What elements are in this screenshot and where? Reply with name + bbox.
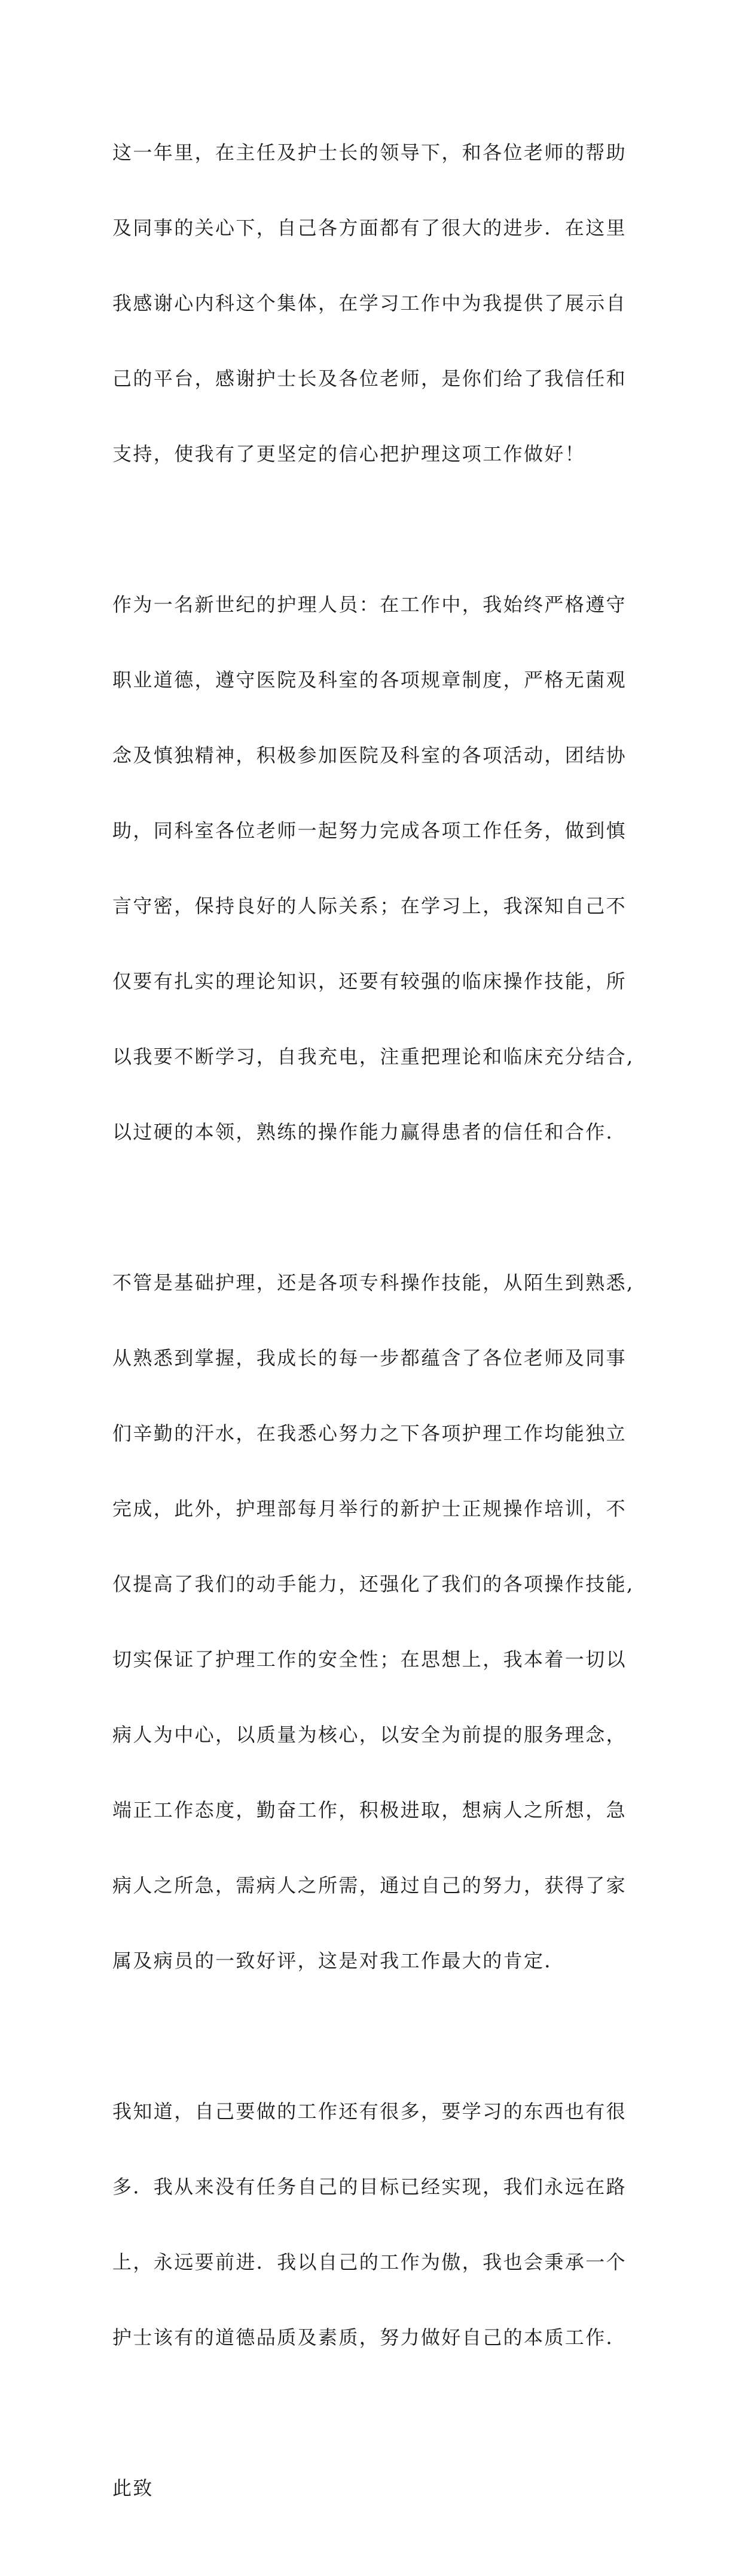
text-line: 以我要不断学习，自我充电，注重把理论和临床充分结合, <box>112 1045 634 1068</box>
text-line: 们辛勤的汗水，在我悉心努力之下各项护理工作均能独立 <box>112 1422 627 1445</box>
text-line: 多．我从来没有任务自己的目标已经实现，我们永远在路 <box>112 2175 627 2198</box>
text-line: 护士该有的道德品质及素质，努力做好自己的本质工作． <box>112 2326 627 2349</box>
paragraph-4 <box>112 2049 639 2400</box>
closing-salutation <box>112 2425 639 2551</box>
text-line: 我知道，自己要做的工作还有很多，要学习的东西也有很 <box>112 2100 627 2123</box>
text-line: 助，同科室各位老师一起努力完成各项工作任务，做到慎 <box>112 819 627 842</box>
paragraph-1 <box>112 90 639 517</box>
paragraph-3 <box>112 1220 639 2023</box>
text-line: 作为一名新世纪的护理人员：在工作中，我始终严格遵守 <box>112 593 627 616</box>
text-line: 从熟悉到掌握，我成长的每一步都蕴含了各位老师及同事 <box>112 1347 627 1369</box>
text-line: 端正工作态度，勤奋工作，积极进取，想病人之所想，急 <box>112 1799 627 1821</box>
text-line: 言守密，保持良好的人际关系；在学习上，我深知自己不 <box>112 895 627 917</box>
text-line: 及同事的关心下，自己各方面都有了很大的进步．在这里 <box>112 216 627 239</box>
document-body <box>112 90 639 2576</box>
text-line: 上，永远要前进．我以自己的工作为傲，我也会秉承一个 <box>112 2251 627 2273</box>
text-line: 病人之所急，需病人之所需，通过自己的努力，获得了家 <box>112 1874 627 1897</box>
text-line: 完成，此外，护理部每月举行的新护士正规操作培训，不 <box>112 1497 627 1520</box>
text-line: 此致 <box>112 2477 154 2499</box>
text-line: 己的平台，感谢护士长及各位老师，是你们给了我信任和 <box>112 367 627 390</box>
text-line: 属及病员的一致好评，这是对我工作最大的肯定． <box>112 1949 565 1972</box>
text-line: 我感谢心内科这个集体，在学习工作中为我提供了展示自 <box>112 292 627 315</box>
text-line: 仅提高了我们的动手能力，还强化了我们的各项操作技能, <box>112 1573 634 1595</box>
text-line: 病人为中心，以质量为核心，以安全为前提的服务理念， <box>112 1723 627 1746</box>
text-line: 念及慎独精神，积极参加医院及科室的各项活动，团结协 <box>112 744 627 767</box>
text-line: 不管是基础护理，还是各项专科操作技能，从陌生到熟悉, <box>112 1271 634 1294</box>
paragraph-2 <box>112 542 639 1195</box>
text-line: 职业道德，遵守医院及科室的各项规章制度，严格无菌观 <box>112 669 627 691</box>
text-line: 支持，使我有了更坚定的信心把护理这项工作做好！ <box>112 442 586 465</box>
text-line: 以过硬的本领，熟练的操作能力赢得患者的信任和合作． <box>112 1121 627 1143</box>
text-line: 仅要有扎实的理论知识，还要有较强的临床操作技能，所 <box>112 970 627 993</box>
text-line: 这一年里，在主任及护士长的领导下，和各位老师的帮助 <box>112 141 627 164</box>
text-line: 切实保证了护理工作的安全性；在思想上，我本着一切以 <box>112 1648 627 1671</box>
